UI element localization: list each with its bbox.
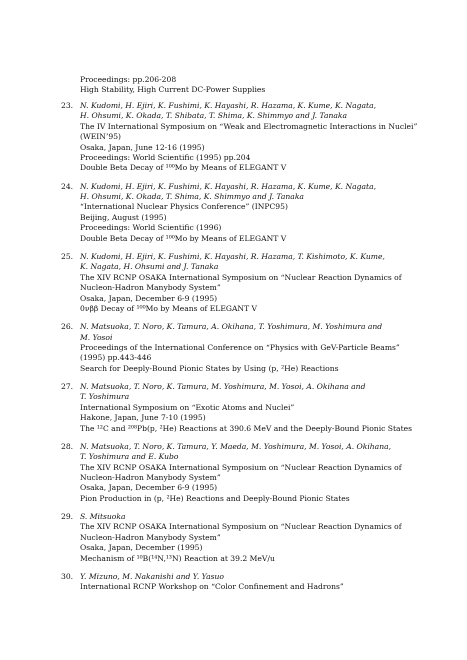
entry-authors: N. Matsuoka, T. Noro, K. Tamura, A. Okihana, T. Yoshimura, M. Yoshimura and — [80, 322, 383, 332]
entry-line: Hakone, Japan, June 7-10 (1995) — [80, 413, 206, 423]
entry-number: 23. — [61, 101, 74, 110]
entry-authors: K. Nagata, H. Ohsumi and J. Tanaka — [80, 262, 219, 272]
entry-line: International RCNP Workshop on “Color Confinement and Hadrons” — [80, 582, 344, 592]
entry-body — [80, 442, 451, 504]
entry-line: Double Beta Decay of ¹⁰⁰Mo by Means of ELEGANT V — [80, 233, 287, 243]
entry-line: High Stability, High Current DC-Power Supplies — [80, 85, 266, 94]
entry-line: Double Beta Decay of ¹⁰⁰Mo by Means of ELEGANT V — [80, 163, 287, 173]
entry-line: Nucleon-Hadron Manybody System” — [80, 532, 221, 542]
entry-line: Mechanism of ¹⁰B(¹⁴N,¹³N) Reaction at 39.2 MeV/u — [80, 553, 275, 563]
entry-authors: Y. Mizuno, M. Nakanishi and Y. Yasuo — [80, 571, 224, 581]
entry-line: Beijing, August (1995) — [80, 212, 167, 222]
entry-line: The ¹²C and ²⁰⁸Pb(p, ²He) Reactions at 390.6 MeV and the Deeply-Bound Pionic States — [80, 423, 413, 433]
entry-body — [80, 382, 451, 434]
entry-authors: S. Mitsuoka — [80, 512, 126, 521]
entry-line: Osaka, Japan, June 12-16 (1995) — [80, 142, 205, 152]
entry-line: Nucleon-Hadron Manybody System” — [80, 472, 221, 482]
entry-line: Osaka, Japan, December 6-9 (1995) — [80, 293, 218, 303]
entry-number: 27. — [61, 381, 74, 391]
continued-entry — [80, 75, 265, 95]
entry-number: 24. — [61, 181, 74, 191]
publication-entry — [61, 382, 451, 434]
entry-line: Nucleon-Hadron Manybody System” — [80, 283, 221, 293]
entry-line: Search for Deeply-Bound Pionic States by Using (p, ²He) Reactions — [80, 363, 339, 373]
entry-line: 0νββ Decay of ¹⁰⁰Mo by Means of ELEGANT V — [80, 303, 258, 313]
entry-number: 25. — [61, 251, 74, 261]
entry-line: The XIV RCNP OSAKA International Symposium on “Nuclear Reaction Dynamics of — [80, 462, 402, 472]
entry-line: Proceedings of the International Conference on “Physics with GeV-Particle Beams” — [80, 342, 400, 352]
entry-authors: T. Yoshimura and E. Kubo — [80, 452, 179, 462]
entry-authors: M. Yosoi — [80, 332, 113, 342]
entry-line: The XIV RCNP OSAKA International Symposium on “Nuclear Reaction Dynamics of — [80, 272, 402, 282]
entry-line: (1995) pp.443-446 — [80, 353, 152, 363]
entry-authors: N. Kudomi, H. Ejiri, K. Fushimi, K. Hayashi, R. Hazama, K. Kume, K. Nagata, — [80, 181, 377, 191]
entry-authors: N. Kudomi, H. Ejiri, K. Fushimi, K. Hayashi, R. Hazama, T. Kishimoto, K. Kume, — [80, 251, 385, 261]
publication-entry — [61, 442, 451, 504]
entry-line: International Symposium on “Exotic Atoms and Nuclei” — [80, 402, 295, 412]
entry-body — [80, 572, 451, 593]
entry-authors: H. Ohsumi, K. Okada, T. Shibata, T. Shima, K. Shimmyo and J. Tanaka — [80, 111, 348, 121]
entry-line: The IV International Symposium on “Weak and Electromagnetic Interactions in Nuclei” — [80, 121, 418, 131]
entry-body — [80, 512, 451, 564]
entry-line: Osaka, Japan, December 6-9 (1995) — [80, 483, 218, 493]
entry-authors: N. Matsuoka, T. Noro, K. Tamura, Y. Maeda, M. Yoshimura, M. Yosoi, A. Okihana, — [80, 441, 392, 451]
entry-line: Proceedings: World Scientific (1995) pp.204 — [80, 153, 251, 163]
entry-line: Pion Production in (p, ²He) Reactions and Deeply-Bound Pionic States — [80, 493, 350, 503]
publication-entry — [61, 252, 451, 314]
entry-line: The XIV RCNP OSAKA International Symposium on “Nuclear Reaction Dynamics of — [80, 522, 402, 532]
entry-number: 28. — [61, 441, 74, 451]
entry-line: “International Nuclear Physics Conference” (INPC95) — [80, 202, 288, 212]
entry-line: Proceedings: pp.206-208 — [80, 75, 177, 84]
entry-authors: T. Yoshimura — [80, 392, 130, 402]
publication-entry — [61, 572, 451, 593]
entry-body — [80, 182, 451, 244]
entry-number: 26. — [61, 322, 74, 332]
entry-body — [80, 252, 451, 314]
entry-line: Osaka, Japan, December (1995) — [80, 543, 203, 553]
entry-number: 30. — [61, 571, 74, 581]
entry-authors: H. Ohsumi, K. Okada, T. Shima, K. Shimmyo and J. Tanaka — [80, 192, 304, 202]
publication-list — [61, 101, 451, 600]
entry-line: Proceedings: World Scientific (1996) — [80, 223, 222, 233]
publication-entry — [61, 322, 451, 374]
entry-authors: N. Kudomi, H. Ejiri, K. Fushimi, K. Hayashi, R. Hazama, K. Kume, K. Nagata, — [80, 101, 377, 110]
publication-entry — [61, 101, 451, 174]
entry-authors: N. Matsuoka, T. Noro, K. Tamura, M. Yoshimura, M. Yosoi, A. Okihana and — [80, 381, 366, 391]
publication-entry — [61, 182, 451, 244]
publication-entry — [61, 512, 451, 564]
entry-body — [80, 101, 451, 174]
entry-number: 29. — [61, 512, 74, 521]
entry-body — [80, 322, 451, 374]
entry-line: (WEIN’95) — [80, 132, 121, 142]
